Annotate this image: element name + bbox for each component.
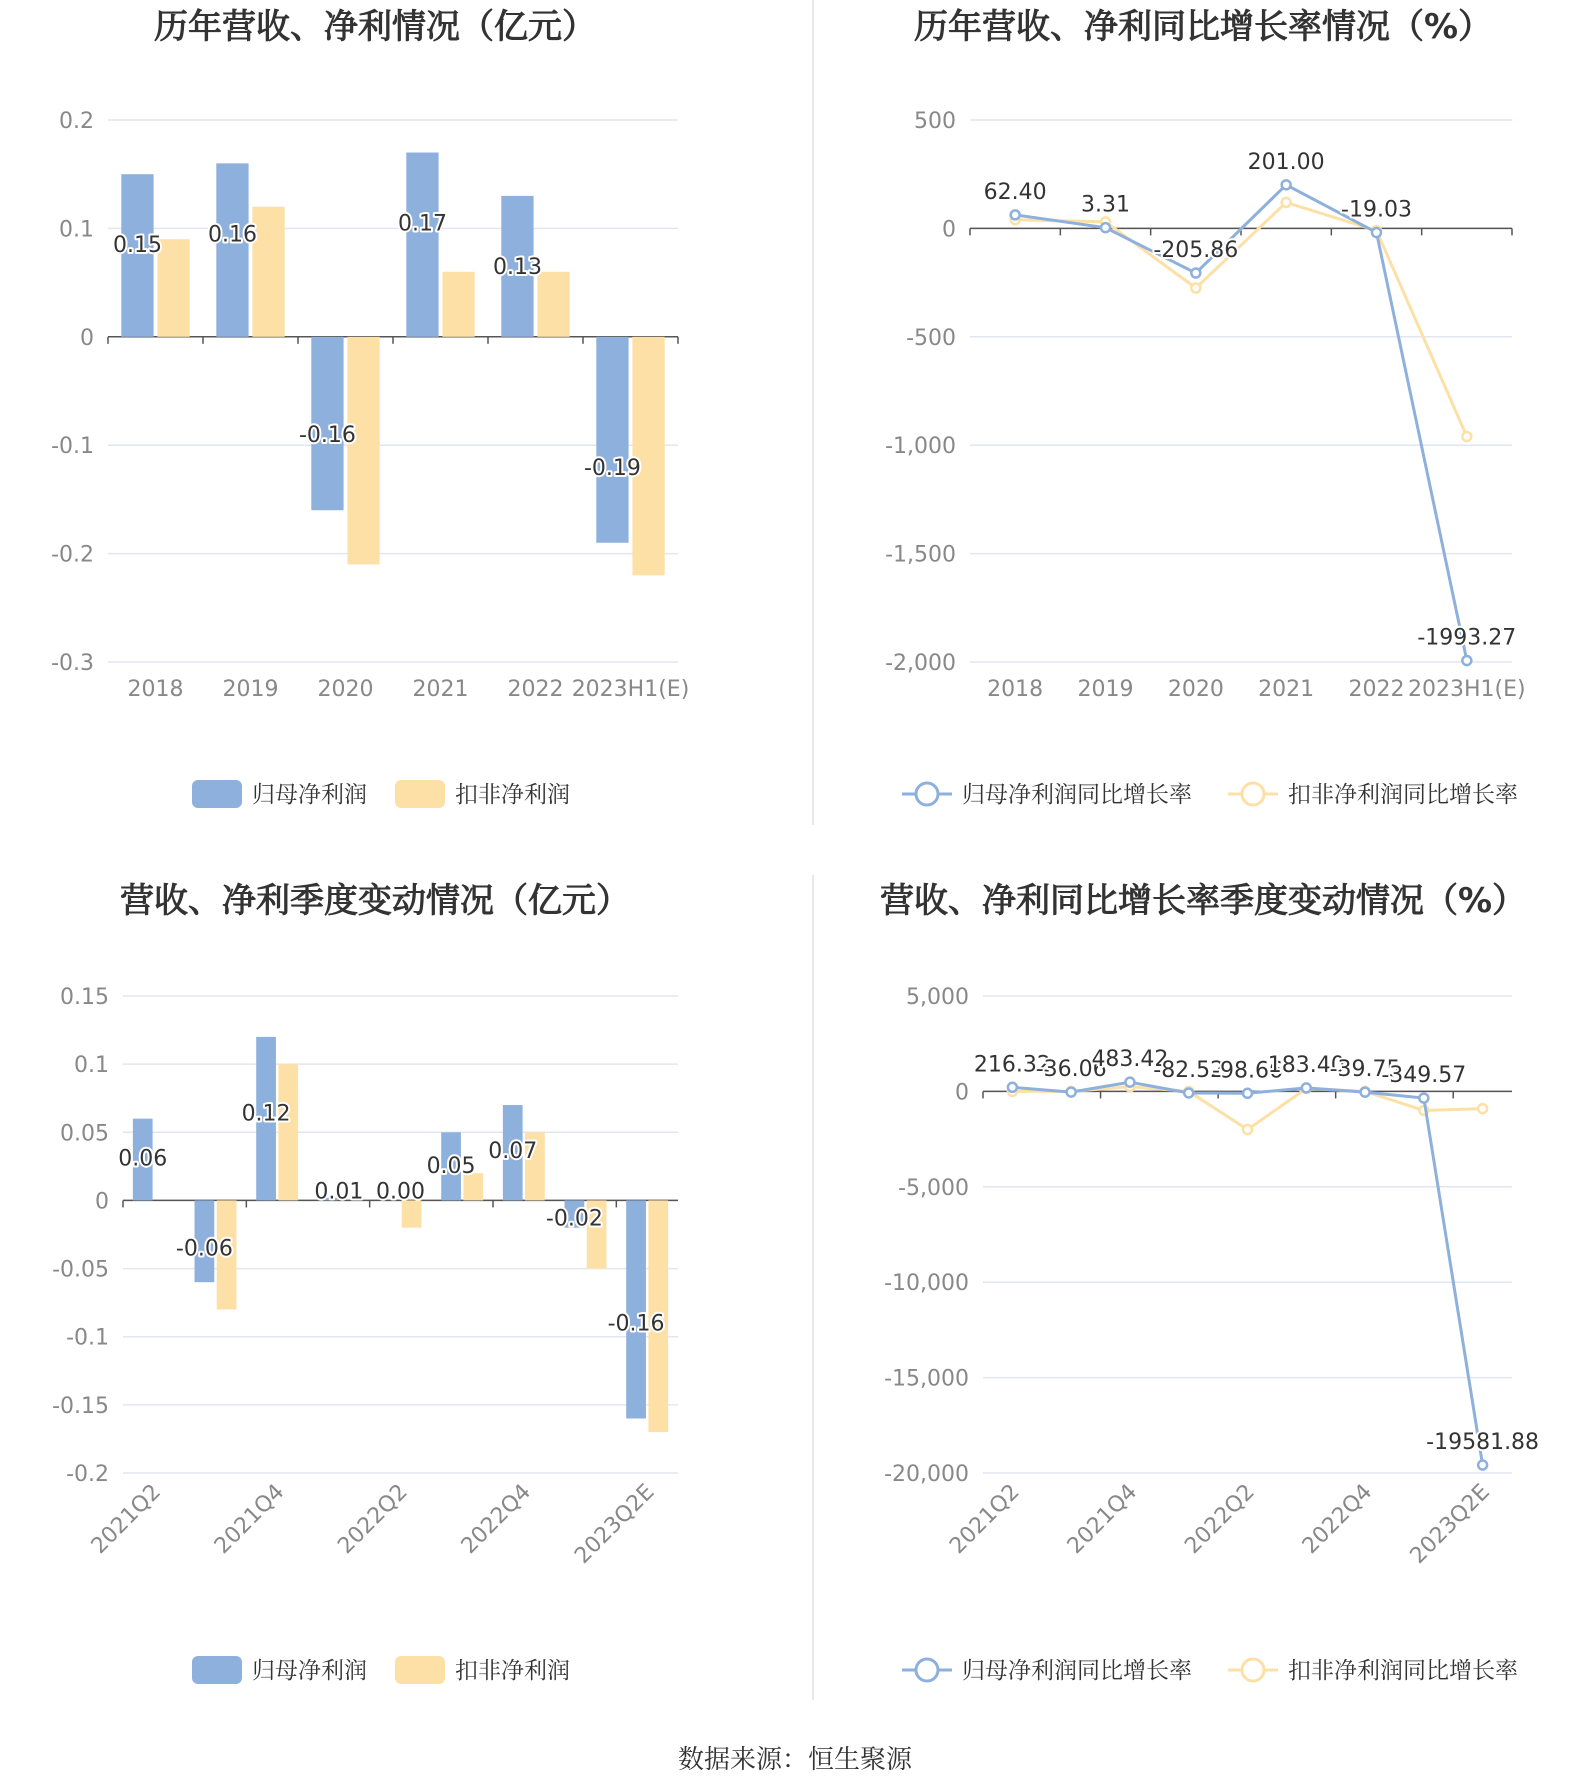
x-tick-label: 2021Q4: [209, 1479, 290, 1559]
bar-parent-net-profit: [216, 163, 248, 336]
series-line-parent-growth: [1015, 185, 1467, 661]
data-label: -82.52: [1153, 1057, 1225, 1083]
data-label: -205.86: [1153, 238, 1239, 264]
bar-deducted-net-profit: [278, 1064, 298, 1200]
legend-marker: [916, 783, 938, 805]
series-point: [1008, 1083, 1017, 1092]
y-tick-label: -0.1: [51, 434, 94, 460]
y-tick-label: 500: [914, 109, 956, 134]
legend-label: 归母净利润: [252, 782, 367, 808]
data-label: 0.12: [241, 1101, 291, 1127]
legend-label: 扣非净利润同比增长率: [1288, 1658, 1518, 1684]
chart-title: 历年营收、净利情况（亿元）: [154, 7, 596, 47]
legend-marker: [1242, 783, 1264, 805]
y-tick-label: 0.2: [59, 109, 94, 134]
series-point: [1067, 1088, 1076, 1097]
series-point: [1243, 1089, 1252, 1098]
y-tick-label: -0.15: [52, 1393, 109, 1419]
bar-parent-net-profit: [406, 153, 438, 337]
chart-annual-profit: [51, 7, 689, 808]
data-label: -349.57: [1381, 1063, 1467, 1089]
x-tick-label: 2021Q4: [1062, 1479, 1143, 1559]
legend-label: 归母净利润同比增长率: [962, 782, 1192, 808]
chart-annual-growth: [885, 7, 1526, 808]
data-label: 216.32: [973, 1052, 1051, 1078]
data-label: 183.40: [1267, 1052, 1345, 1078]
x-tick-label: 2021Q2: [945, 1479, 1025, 1559]
x-tick-label: 2019: [222, 677, 279, 702]
y-tick-label: -1,500: [885, 542, 956, 568]
x-tick-label: 2022Q4: [456, 1479, 537, 1559]
y-tick-label: -0.1: [66, 1325, 109, 1351]
y-tick-label: 0.05: [60, 1121, 109, 1147]
y-tick-label: -0.2: [51, 542, 94, 568]
legend-label: 归母净利润同比增长率: [962, 1658, 1192, 1684]
series-line-parent-growth: [1012, 1082, 1482, 1465]
y-tick-label: 0: [942, 217, 956, 243]
x-tick-label: 2023Q2E: [1405, 1479, 1495, 1569]
bar-deducted-net-profit: [252, 207, 284, 337]
legend-swatch: [192, 1656, 242, 1684]
legend-swatch: [192, 780, 242, 808]
data-label: 0.05: [426, 1153, 476, 1179]
bar-deducted-net-profit: [157, 239, 189, 337]
y-tick-label: 0.1: [59, 217, 94, 243]
y-tick-label: 0.15: [60, 985, 109, 1010]
legend-marker: [1242, 1659, 1264, 1681]
series-point: [1478, 1104, 1487, 1113]
series-point: [1478, 1461, 1487, 1470]
data-label: -0.06: [175, 1236, 233, 1262]
series-point: [1101, 223, 1110, 232]
x-tick-label: 2022Q2: [333, 1479, 413, 1559]
series-point: [1243, 1125, 1252, 1134]
series-point: [1419, 1094, 1428, 1103]
data-label: -19581.88: [1426, 1430, 1540, 1456]
y-tick-label: -1,000: [885, 434, 956, 460]
y-tick-label: 0.1: [74, 1053, 109, 1079]
bar-parent-net-profit: [596, 337, 628, 543]
y-tick-label: 0: [80, 325, 94, 351]
legend-swatch: [395, 1656, 445, 1684]
y-tick-label: -0.2: [66, 1462, 109, 1487]
data-label: -1993.27: [1417, 625, 1517, 651]
data-label: 3.31: [1081, 192, 1130, 218]
bar-parent-net-profit: [626, 1200, 646, 1418]
series-point: [1125, 1078, 1134, 1087]
legend-label: 扣非净利润: [455, 782, 570, 808]
series-point: [1462, 432, 1471, 441]
series-line-deducted-growth: [1015, 202, 1467, 436]
data-label: -0.16: [298, 423, 356, 449]
data-label: -19.03: [1341, 197, 1412, 223]
y-tick-label: -5,000: [898, 1175, 969, 1201]
x-tick-label: 2018: [987, 677, 1044, 702]
data-label: 62.40: [983, 179, 1047, 205]
y-tick-label: 0: [95, 1189, 109, 1215]
data-source: 数据来源：恒生聚源: [677, 1745, 913, 1775]
x-tick-label: 2019: [1077, 677, 1134, 702]
x-tick-label: 2022: [507, 677, 564, 702]
y-tick-label: -10,000: [884, 1271, 969, 1297]
y-tick-label: -500: [906, 325, 956, 351]
series-point: [1462, 656, 1471, 665]
chart-quarterly-profit: [52, 881, 678, 1684]
data-label: -0.19: [583, 455, 641, 481]
data-label: 0.01: [314, 1179, 364, 1205]
series-point: [1282, 180, 1291, 189]
series-point: [1011, 210, 1020, 219]
x-tick-label: 2022Q2: [1180, 1479, 1260, 1559]
x-tick-label: 2021: [1258, 677, 1315, 702]
y-tick-label: -0.05: [52, 1257, 109, 1283]
x-tick-label: 2021: [412, 677, 469, 702]
series-point: [1372, 228, 1381, 237]
bar-deducted-net-profit: [442, 272, 474, 337]
data-label: -36.06: [1035, 1057, 1107, 1083]
y-tick-label: 5,000: [906, 985, 969, 1010]
series-point: [1361, 1088, 1370, 1097]
data-label: 0.17: [397, 211, 447, 237]
series-point: [1191, 269, 1200, 278]
chart-quarterly-growth: [880, 881, 1539, 1684]
series-point: [1191, 284, 1200, 293]
data-label: 483.42: [1091, 1047, 1169, 1073]
data-label: 201.00: [1247, 149, 1325, 175]
data-label: 0.07: [488, 1138, 538, 1164]
data-label: -98.66: [1212, 1058, 1283, 1084]
legend-swatch: [395, 780, 445, 808]
y-tick-label: 0: [955, 1080, 969, 1106]
y-tick-label: -2,000: [885, 651, 956, 676]
legend-label: 扣非净利润: [455, 1658, 570, 1684]
bar-deducted-net-profit: [347, 337, 379, 565]
y-tick-label: -20,000: [884, 1462, 969, 1487]
chart-title: 营收、净利季度变动情况（亿元）: [120, 881, 630, 921]
x-tick-label: 2021Q2: [86, 1479, 167, 1559]
series-point: [1282, 198, 1291, 207]
legend-marker: [916, 1659, 938, 1681]
bar-deducted-net-profit: [402, 1200, 422, 1227]
x-tick-label: 2023Q2E: [570, 1479, 660, 1569]
x-tick-label: 2023H1(E): [571, 677, 690, 702]
bar-deducted-net-profit: [537, 272, 569, 337]
legend-label: 扣非净利润同比增长率: [1288, 782, 1518, 808]
series-point: [1184, 1088, 1193, 1097]
x-tick-label: 2018: [127, 677, 184, 702]
data-label: 0.00: [376, 1179, 425, 1205]
data-label: -0.16: [607, 1311, 665, 1337]
series-point: [1302, 1083, 1311, 1092]
x-tick-label: 2022: [1348, 677, 1405, 702]
x-tick-label: 2023H1(E): [1408, 677, 1526, 702]
data-label: 0.16: [207, 222, 257, 248]
x-tick-label: 2022Q4: [1297, 1479, 1378, 1559]
data-label: 0.15: [112, 233, 162, 259]
y-tick-label: -0.3: [51, 651, 94, 676]
data-label: 0.13: [492, 254, 542, 280]
data-label: -39.75: [1329, 1057, 1401, 1083]
data-label: 0.06: [118, 1146, 168, 1172]
x-tick-label: 2020: [1167, 677, 1224, 702]
y-tick-label: -15,000: [884, 1366, 969, 1392]
chart-title: 历年营收、净利同比增长率情况（%）: [913, 7, 1493, 47]
data-label: -0.02: [545, 1206, 603, 1232]
legend-label: 归母净利润: [252, 1658, 367, 1684]
chart-title: 营收、净利同比增长率季度变动情况（%）: [879, 881, 1527, 921]
x-tick-label: 2020: [317, 677, 374, 702]
